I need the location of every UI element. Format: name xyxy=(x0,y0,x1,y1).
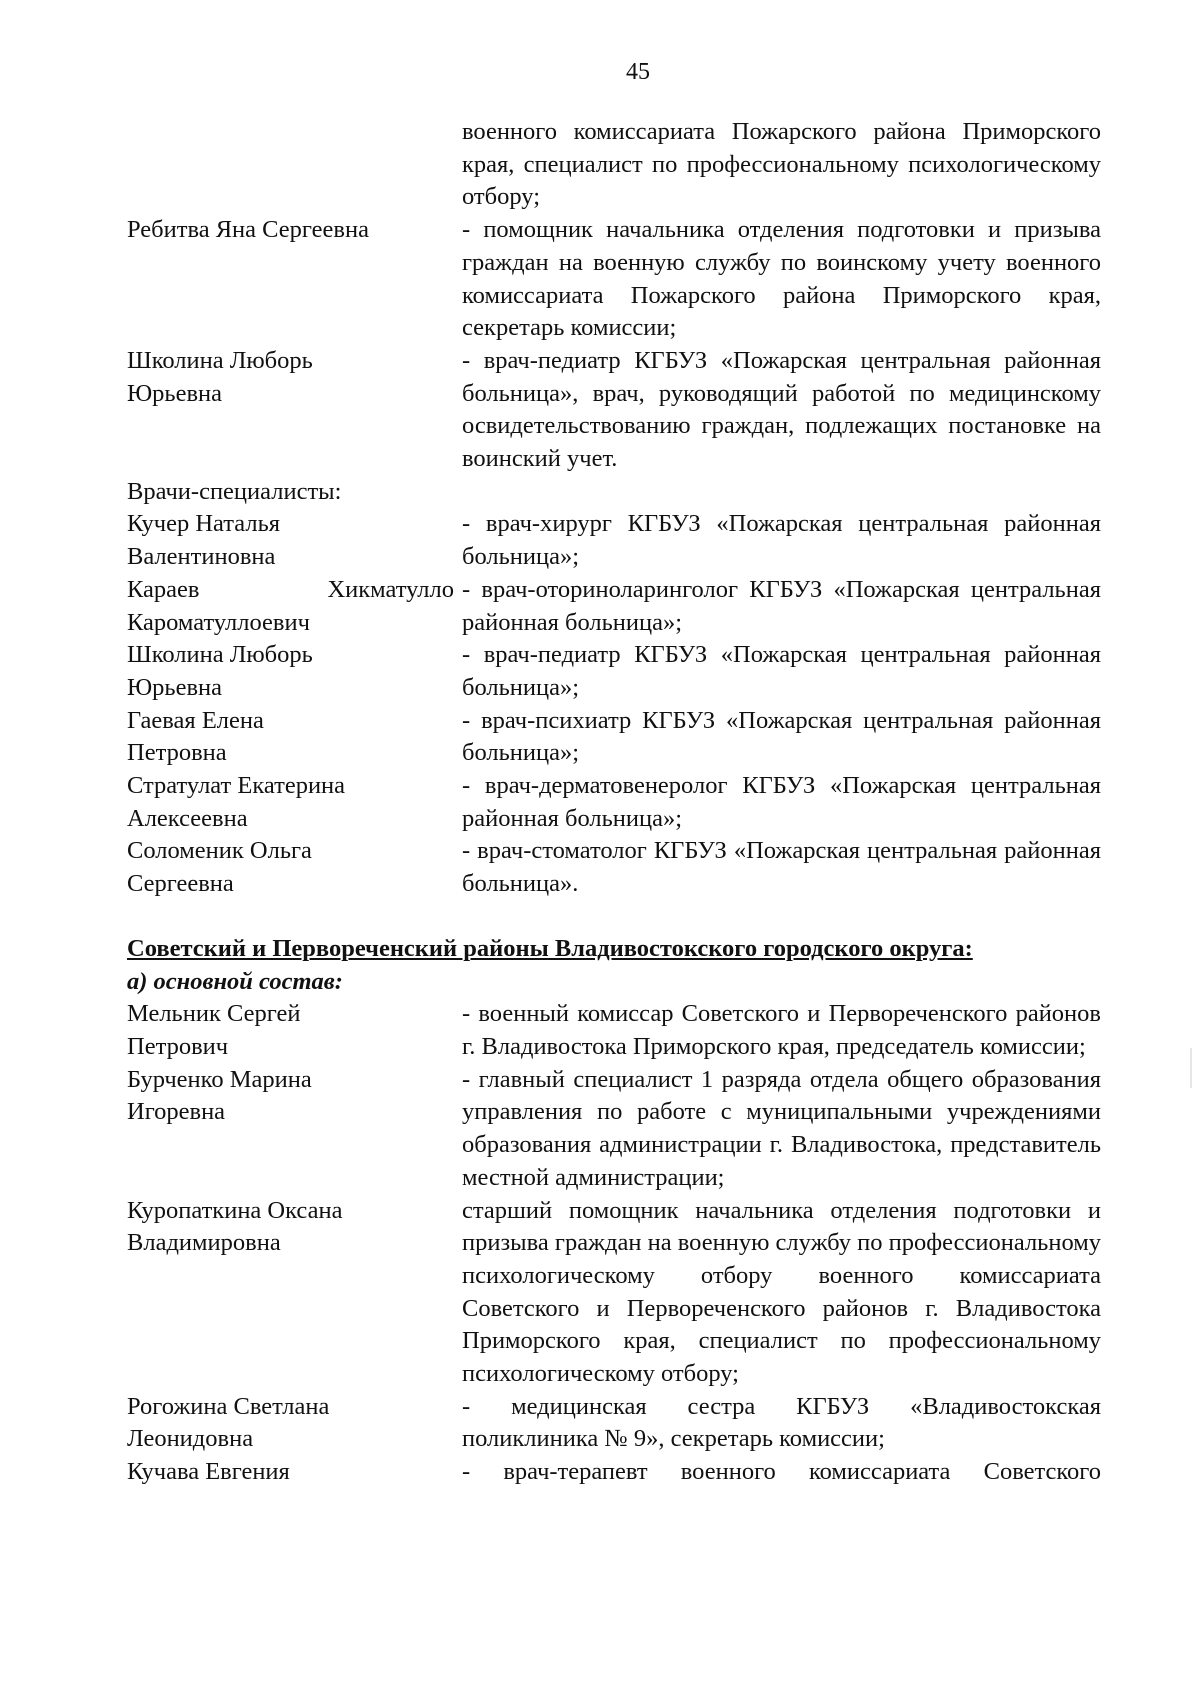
specialist-name: Гаевая Елена Петровна xyxy=(127,706,264,767)
continuation-text: военного комиссариата Пожарского района Приморского края, специалист по профессиональному психологическому отбору; xyxy=(462,118,1101,211)
member-row xyxy=(127,1456,1101,1489)
specialist-description: - врач-оториноларинголог КГБУЗ «Пожарская центральная районная больница»; xyxy=(462,575,1101,636)
specialist-row xyxy=(127,835,1101,900)
member-row xyxy=(127,998,1101,1063)
member-description: старший помощник начальника отделения подготовки и призыва граждан на военную службу по профессиональному психологическому отбору военного комиссариата Советского и Первореченского районов г. Владивостока Приморского края, специалист по профессиональному психологическому отбору; xyxy=(462,1196,1101,1388)
specialist-row xyxy=(127,639,1101,704)
specialist-name: Кучер Наталья Валентиновна xyxy=(127,510,281,571)
member-name: Бурченко Марина Игоревна xyxy=(127,1065,312,1126)
document-body xyxy=(127,116,1101,1489)
member-description: - врач-педиатр КГБУЗ «Пожарская центральная районная больница», врач, руководящий работой по медицинскому освидетельствованию граждан, подлежащих постановке на воинский учет. xyxy=(462,346,1101,473)
member-name: Кучава Евгения xyxy=(127,1458,290,1486)
member-description: - помощник начальника отделения подготовки и призыва граждан на военную службу по воинскому учету военного комиссариата Пожарского района Приморского края, секретарь комиссии; xyxy=(462,216,1101,342)
scan-edge-mark xyxy=(1190,1048,1192,1088)
section-subheading: а) основной состав: xyxy=(127,967,343,995)
member-name: Ребитва Яна Сергеевна xyxy=(127,216,369,244)
specialist-row xyxy=(127,705,1101,770)
member-description: - военный комиссар Советского и Первореченского районов г. Владивостока Приморского края, председатель комиссии; xyxy=(462,1000,1101,1060)
member-name: Мельник Сергей Петрович xyxy=(127,1000,301,1060)
member-row xyxy=(127,1195,1101,1391)
specialist-row xyxy=(127,770,1101,835)
specialist-name: Школина Люборь Юрьевна xyxy=(127,641,313,701)
specialist-name: Караев Хикматулло Кароматуллоевич xyxy=(127,575,454,636)
member-row xyxy=(127,1391,1101,1456)
member-row xyxy=(127,214,1101,345)
specialist-description: - врач-психиатр КГБУЗ «Пожарская центральная районная больница»; xyxy=(462,706,1101,767)
specialist-name: Стратулат Екатерина Алексеевна xyxy=(127,772,346,832)
member-name: Рогожина Светлана Леонидовна xyxy=(127,1392,330,1453)
member-row xyxy=(127,1064,1101,1195)
specialists-label: Врачи-специалисты: xyxy=(127,477,342,505)
specialist-row xyxy=(127,574,1101,639)
section-title: Советский и Первореченский районы Владивостокского городского округа: xyxy=(127,934,973,962)
specialist-description: - врач-стоматолог КГБУЗ «Пожарская центральная районная больница». xyxy=(462,837,1101,898)
member-description: - главный специалист 1 разряда отдела общего образования управления по работе с муниципальными учреждениями образования администрации г. Владивостока, представитель местной администрации; xyxy=(462,1065,1101,1191)
page-number: 45 xyxy=(626,59,650,85)
specialist-description: - врач-дерматовенеролог КГБУЗ «Пожарская центральная районная больница»; xyxy=(462,772,1101,832)
member-name: Куропаткина Оксана Владимировна xyxy=(127,1196,343,1257)
specialist-row xyxy=(127,508,1101,573)
specialist-name: Соломеник Ольга Сергеевна xyxy=(127,837,312,898)
member-name: Школина Люборь Юрьевна xyxy=(127,346,313,407)
specialist-description: - врач-хирург КГБУЗ «Пожарская центральная районная больница»; xyxy=(462,510,1101,571)
specialist-description: - врач-педиатр КГБУЗ «Пожарская центральная районная больница»; xyxy=(462,641,1101,701)
member-description: - медицинская сестра КГБУЗ «Владивостокская поликлиника № 9», секретарь комиссии; xyxy=(462,1392,1101,1453)
member-row xyxy=(127,345,1101,476)
member-description: - врач-терапевт военного комиссариата Советского xyxy=(462,1458,1101,1486)
continuation-row xyxy=(127,116,1101,214)
